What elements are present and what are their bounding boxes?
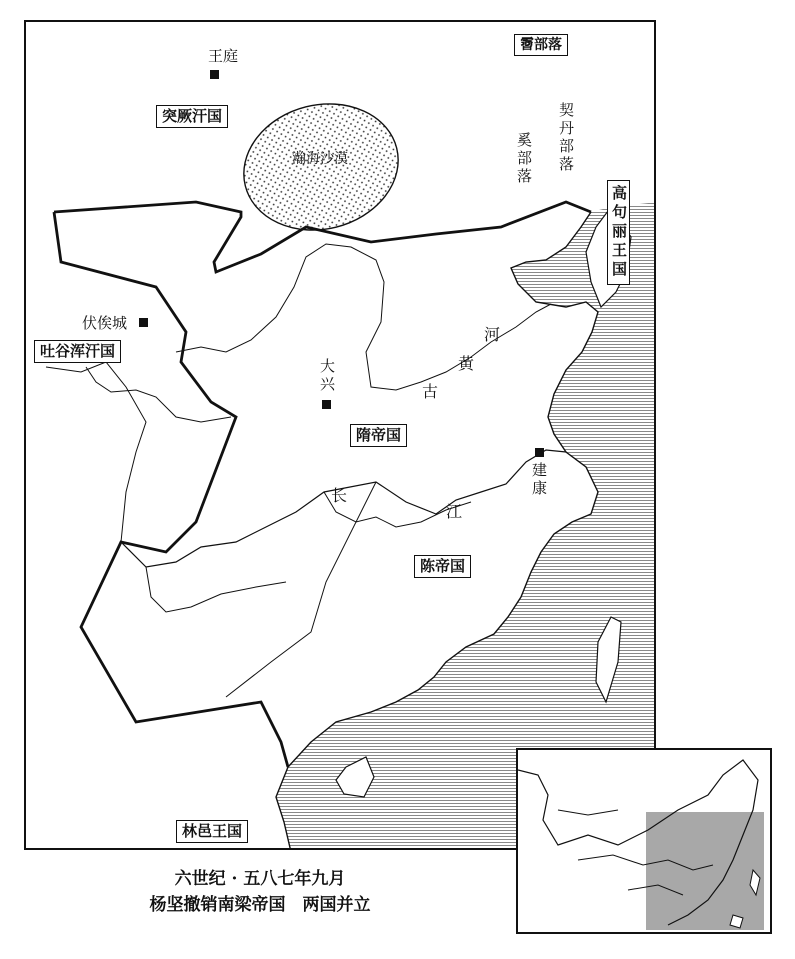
- xi-tribe-label: 霫部落: [514, 34, 568, 56]
- wangting-label: 王庭: [208, 47, 239, 65]
- hanhai-desert-label: 瀚海沙漠: [292, 151, 348, 167]
- fuqi-marker: [139, 318, 148, 327]
- goguryeo-kingdom-label: 高句丽王国: [607, 180, 630, 285]
- jiankang-city-label: 建康: [530, 462, 548, 498]
- yangtze-river: [46, 362, 471, 542]
- chen-empire-label: 陈帝国: [414, 555, 471, 578]
- jiankang-marker: [535, 448, 544, 457]
- river-char-chang: 长: [331, 486, 348, 505]
- inset-locator-map: [516, 748, 772, 934]
- sui-empire-label: 隋帝国: [350, 424, 407, 447]
- main-map: [24, 20, 656, 850]
- fuqi-city-label: 伏俟城: [82, 314, 128, 332]
- daxing-marker: [322, 400, 331, 409]
- linyi-kingdom-label: 林邑王国: [176, 820, 248, 843]
- inset-highlight-region: [646, 812, 764, 930]
- river-char-he: 河: [484, 325, 501, 344]
- river-char-huang: 黄: [458, 354, 475, 373]
- caption-line-2: 杨坚撤销南梁帝国 两国并立: [149, 895, 371, 915]
- xi-tribe-south-label: 奚部落: [515, 132, 533, 186]
- west-river: [86, 367, 231, 422]
- inset-canvas: [518, 750, 770, 932]
- daxing-city-label: 大兴: [318, 358, 336, 394]
- qidan-tribe-label: 契丹部落: [557, 102, 575, 174]
- river-char-jiang: 江: [446, 502, 463, 521]
- river-char-gu: 古: [422, 382, 439, 401]
- chen-west-border: [226, 482, 376, 697]
- sui-west-border: [54, 212, 288, 767]
- south-river: [146, 567, 286, 612]
- tujue-khaganate-label: 突厥汗国: [156, 105, 228, 128]
- sui-chen-border: [121, 450, 566, 567]
- tuyuhun-khaganate-label: 吐谷浑汗国: [34, 340, 121, 363]
- wangting-marker: [210, 70, 219, 79]
- hanhai-desert-area: [230, 88, 411, 246]
- map-caption: [110, 866, 410, 918]
- caption-line-1: 六世纪 · 五八七年九月: [174, 869, 346, 889]
